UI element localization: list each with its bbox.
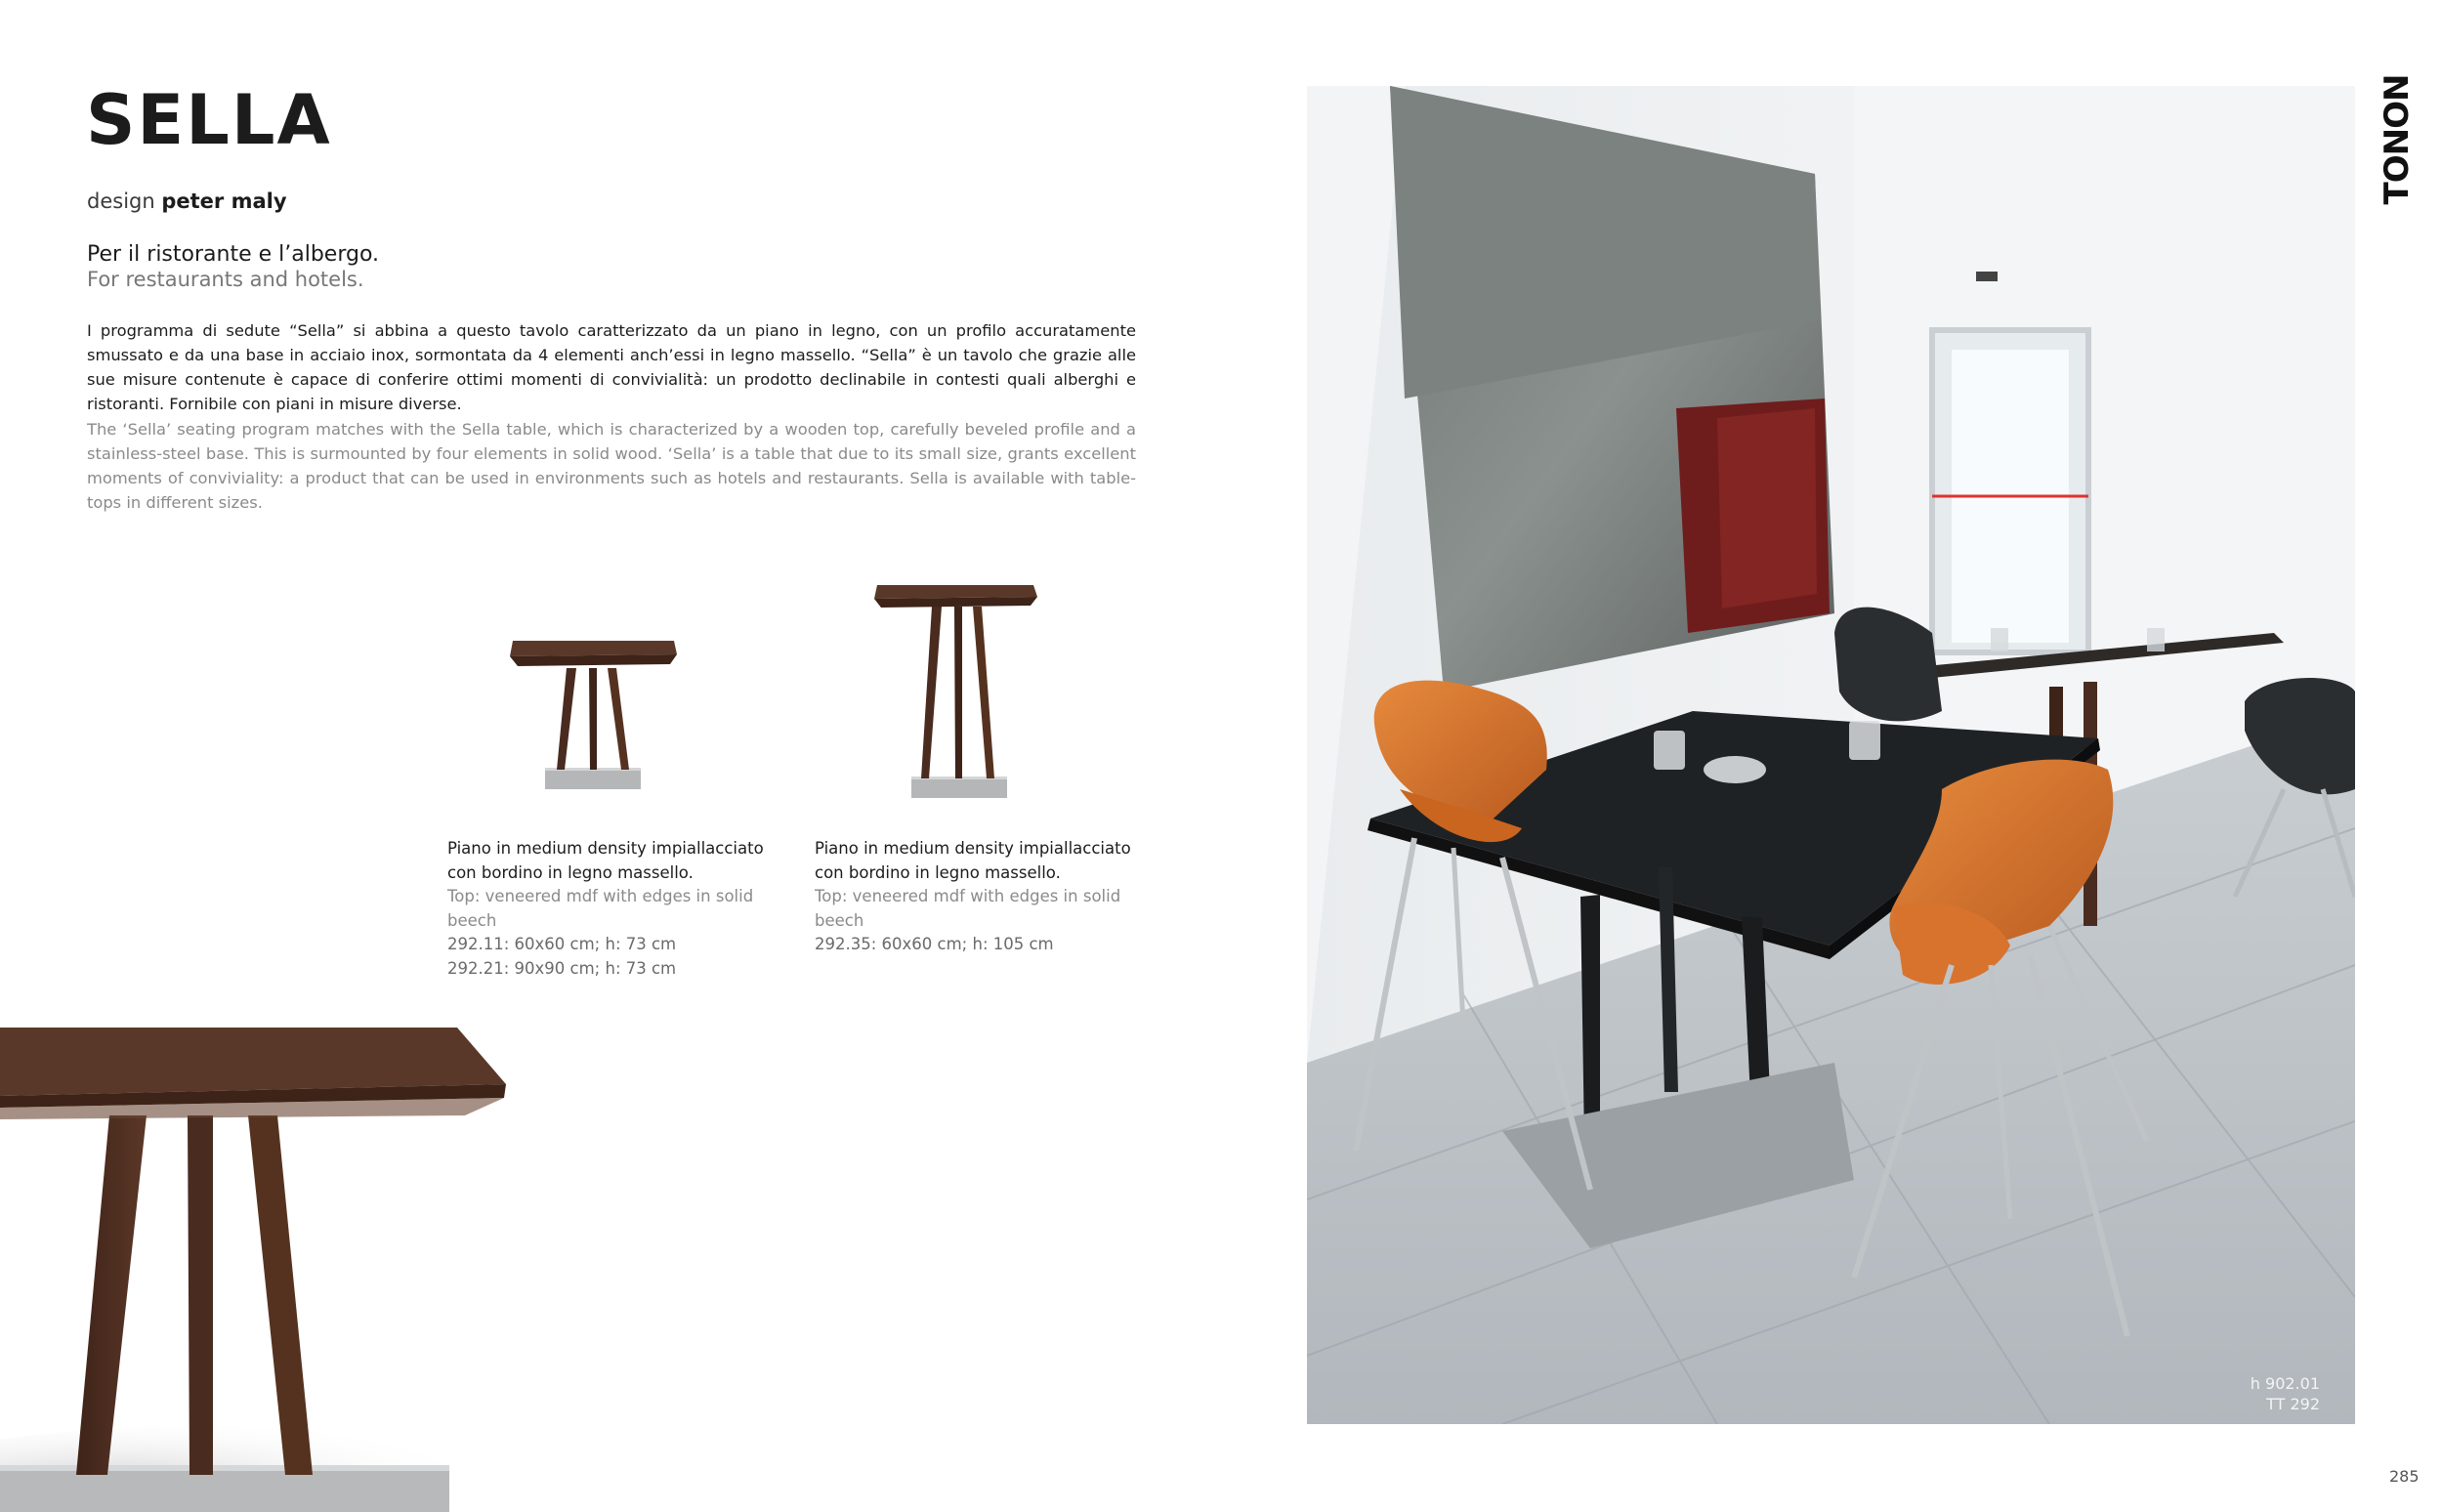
caption-english: Top: veneered mdf with edges in solid beech xyxy=(447,887,754,930)
photo-ref-line-2: TT 292 xyxy=(2266,1395,2320,1413)
page-title: SELLA xyxy=(86,80,332,160)
product-caption-1 xyxy=(447,837,779,981)
page-number: 285 xyxy=(2389,1467,2420,1486)
table-73cm-image xyxy=(498,625,684,801)
restaurant-scene xyxy=(1307,86,2355,1424)
table-105cm-image xyxy=(860,571,1055,811)
large-table-image xyxy=(0,1006,547,1512)
caption-english: Top: veneered mdf with edges in solid beech xyxy=(815,887,1121,930)
product-caption-2 xyxy=(815,837,1147,957)
tagline-italian: Per il ristorante e l’albergo. xyxy=(87,242,380,267)
brand-name: TONON xyxy=(2378,74,2417,205)
description-english: The ‘Sella’ seating program matches with the Sella table, which is characterized by a wooden top, carefully beveled profile and a stainless-steel base. This is surmounted by four elements in solid wood. ‘Sella’ is a table that due to its small size, grants excellent moments of conviviality: a product that can be used in environments such as hotels and restaurants. Sella is available with table-tops in different sizes. xyxy=(87,420,1136,512)
brand-logo xyxy=(2376,74,2419,205)
designer-prefix: design xyxy=(87,189,155,213)
size-spec: 292.21: 90x90 cm; h: 73 cm xyxy=(447,958,677,978)
photo-reference xyxy=(2251,1373,2320,1414)
size-spec: 292.11: 60x60 cm; h: 73 cm xyxy=(447,935,677,953)
caption-italian: Piano in medium density impiallacciato con bordino in legno massello. xyxy=(447,839,764,882)
caption-italian: Piano in medium density impiallacciato con bordino in legno massello. xyxy=(815,839,1131,882)
size-spec: 292.35: 60x60 cm; h: 105 cm xyxy=(815,935,1054,953)
tagline-english: For restaurants and hotels. xyxy=(87,268,364,291)
photo-ref-line-1: h 902.01 xyxy=(2250,1374,2320,1393)
designer-name: peter maly xyxy=(161,189,287,213)
description-italian: I programma di sedute “Sella” si abbina a questo tavolo caratterizzato da un piano in legno, con un profilo accuratamente smussato e da una base in acciaio inox, sormontata da 4 elementi anch’essi in legno massello. “Sella” è un tavolo che grazie alle sue misure contenute è capace di conferire ottimi momenti di convivialità: un prodotto declinabile in contesti quali alberghi e ristoranti. Fornibile con piani in misure diverse. xyxy=(87,321,1136,413)
designer-credit xyxy=(87,189,287,213)
restaurant-photo xyxy=(1307,86,2355,1424)
